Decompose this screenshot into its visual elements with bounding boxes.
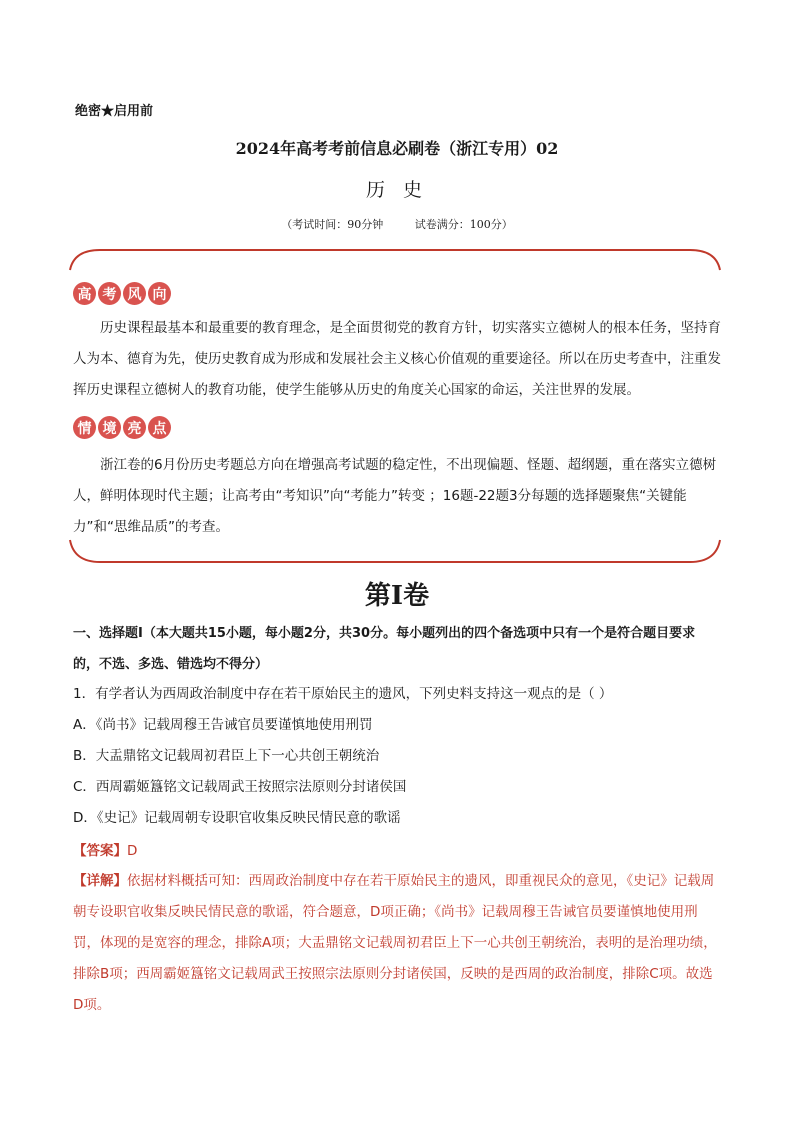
exam-title: 2024年高考考前信息必刷卷（浙江专用）02 [235,139,559,158]
confidential-label: 绝密★启用前 [75,104,154,119]
exam-trend-text: 历史课程最基本和最重要的教育理念，是全面贯彻党的教育方针，切实落实立德树人的根本任务，坚持育人为本、德育为先，使历史教育成为形成和发展社会主义核心价值观的重要途径。所以在历史考查中，注重发挥历史课程立德树人的教育功能，使学生能够从历史的角度关心国家的命运，关注世界的发展。 [73,320,721,398]
subject-title: 历 史 [365,179,429,201]
badge-char: 情 [73,416,96,439]
volume-heading: 第I卷 [364,581,430,611]
badge-exam-trend [73,282,171,305]
detail-text: 依据材料概括可知：西周政治制度中存在若干原始民主的遗风，即重视民众的意见，《史记》记载周朝专设职官收集反映民情民意的歌谣，符合题意，D项正确；《尚书》记载周穆王告诫官员要谨慎地使用刑罚，体现的是宽容的理念，排除A项；大盂鼎铭文记载周初君臣上下一心共创王朝统治，表明的是治理功绩，排除B项；西周霸姬簋铭文记载周武王按照宗法原则分封诸侯国，反映的是西周的政治制度，排除C项。故选D项。 [73,873,717,1013]
badge-char: 考 [98,282,121,305]
badge-char: 向 [148,282,171,305]
question-stem: 1．有学者认为西周政治制度中存在若干原始民主的遗风，下列史料支持这一观点的是（ ） [73,686,613,702]
answer-detail [73,866,721,1021]
badge-highlights [73,416,171,439]
option-c: C．西周霸姬簋铭文记载周武王按照宗法原则分封诸侯国 [73,779,407,795]
exam-time: （考试时间：90分钟 [281,218,384,231]
badge-char: 高 [73,282,96,305]
detail-tag: 【详解】 [73,873,127,889]
badge-char: 点 [148,416,171,439]
option-a: A．《尚书》记载周穆王告诫官员要谨慎地使用刑罚 [73,717,373,733]
answer-value: D [127,843,138,859]
option-d: D．《史记》记载周朝专设职官收集反映民情民意的歌谣 [73,810,401,826]
answer-tag: 【答案】 [73,843,127,859]
highlights-text: 浙江卷的6月份历史考题总方向在增强高考试题的稳定性，不出现偏题、怪题、超纲题，重在落实立德树人，鲜明体现时代主题；让高考由“考知识”向“考能力”转变 ；16题-22题3分每题的选择题聚焦“关键能力”和“思维品质”的考查。 [73,457,717,535]
badge-char: 亮 [123,416,146,439]
badge-char: 境 [98,416,121,439]
exam-info [0,216,794,232]
section-heading: 一、选择题I（本大题共15小题，每小题2分，共30分。每小题列出的四个备选项中只有一个是符合题目要求的，不选、多选、错选均不得分） [73,626,696,672]
exam-score: 试卷满分：100分） [414,218,513,231]
badge-char: 风 [123,282,146,305]
answer-line [73,839,137,859]
option-b: B．大盂鼎铭文记载周初君臣上下一心共创王朝统治 [73,748,380,764]
